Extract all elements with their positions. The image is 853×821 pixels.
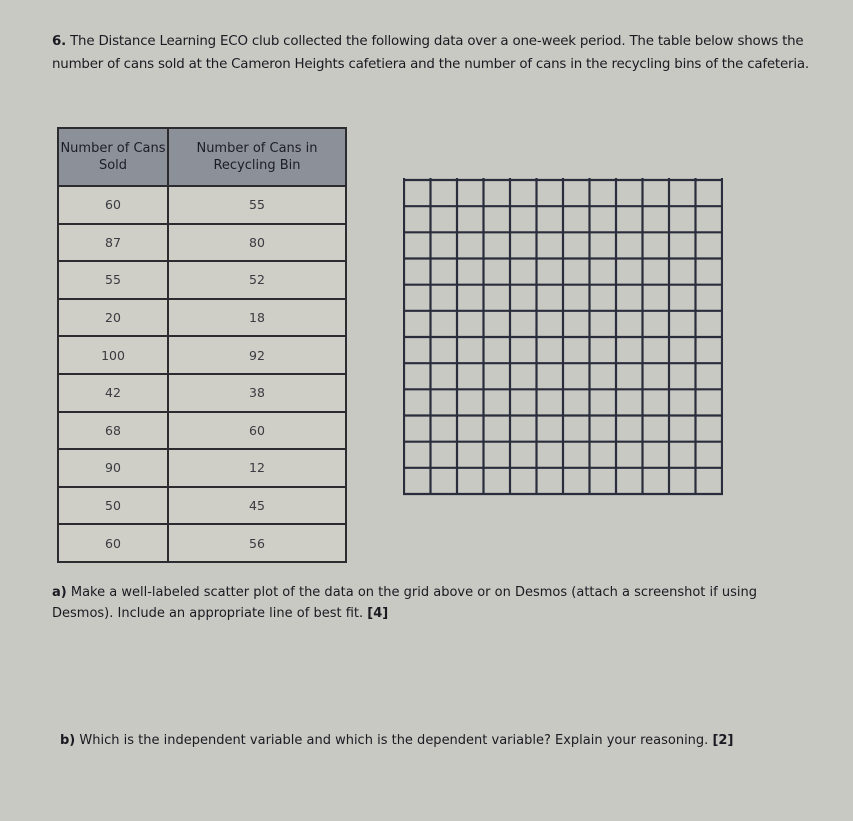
cans-sold-cell: 90 [58,449,168,487]
table-row [58,524,346,562]
cans-recycled-cell: 80 [168,224,346,262]
question-text: The Distance Learning ECO club collected the following data over a one-week period. The table below shows the number of cans sold at the Cameron Heights cafetiera and the number of cans in the recycling bins of the cafeteria. [52,34,809,72]
cans-sold-cell: 55 [58,261,168,299]
cans-sold-cell: 42 [58,374,168,412]
table-row [58,224,346,262]
cans-sold-cell: 100 [58,336,168,374]
part-a-text: Make a well-labeled scatter plot of the data on the grid above or on Desmos (attach a screenshot if using Desmos). Include an appropriate line of best fit. [52,585,757,621]
table-row [58,487,346,525]
table-row [58,374,346,412]
header-cans-sold: Number of Cans Sold [58,128,168,186]
cans-recycled-cell: 18 [168,299,346,337]
part-b-marks: [2] [712,733,734,748]
cans-recycled-cell: 60 [168,412,346,450]
graph-grid [403,178,723,496]
table-row [58,412,346,450]
cans-recycled-cell: 52 [168,261,346,299]
cans-sold-cell: 68 [58,412,168,450]
header-cans-recycled: Number of Cans in Recycling Bin [168,128,346,186]
cans-recycled-cell: 56 [168,524,346,562]
cans-recycled-cell: 92 [168,336,346,374]
cans-sold-cell: 50 [58,487,168,525]
part-a-label: a) [52,585,67,600]
table-row [58,336,346,374]
cans-sold-cell: 20 [58,299,168,337]
table-row [58,261,346,299]
part-b-label: b) [60,733,76,748]
question-intro [52,31,812,76]
cans-recycled-cell: 38 [168,374,346,412]
part-a [52,582,812,624]
part-b [60,733,840,748]
cans-recycled-cell: 45 [168,487,346,525]
cans-sold-cell: 60 [58,524,168,562]
question-number: 6. [52,34,67,49]
cans-recycled-cell: 12 [168,449,346,487]
part-a-marks: [4] [367,606,389,621]
cans-sold-cell: 87 [58,224,168,262]
table-row [58,449,346,487]
table-row [58,299,346,337]
cans-recycled-cell: 55 [168,186,346,224]
table-row [58,186,346,224]
data-table [57,127,347,563]
cans-sold-cell: 60 [58,186,168,224]
part-b-text: Which is the independent variable and which is the dependent variable? Explain your reasoning. [79,733,709,748]
